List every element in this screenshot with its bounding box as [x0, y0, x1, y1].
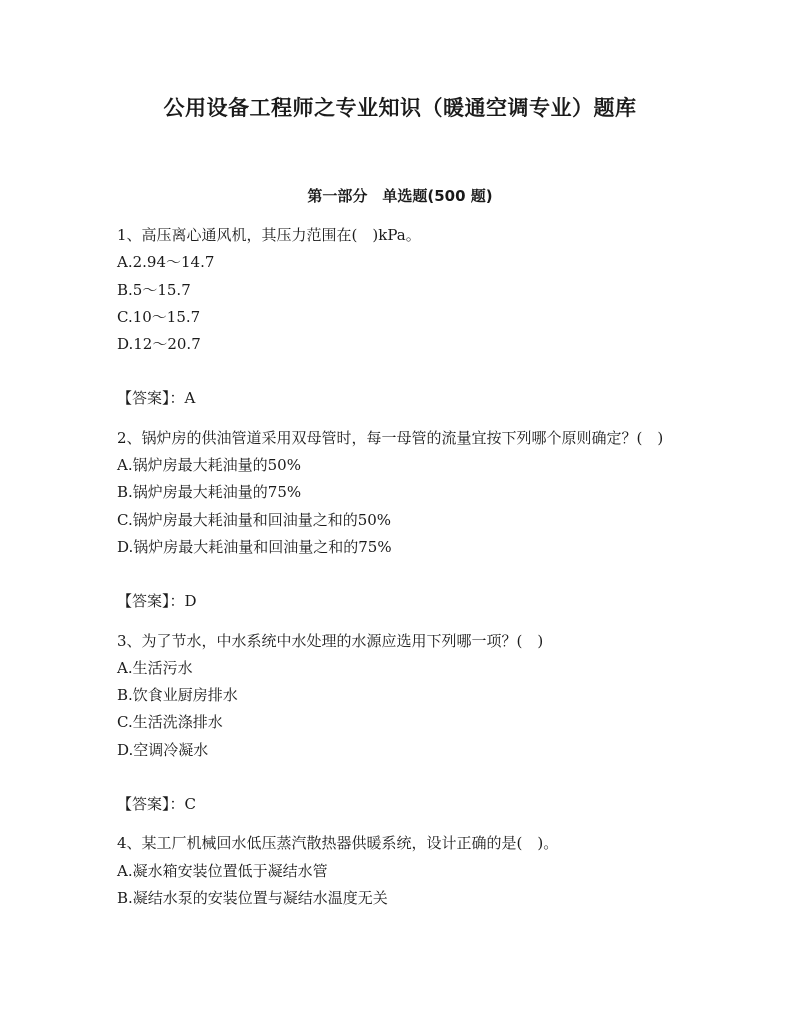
question-block: [117, 222, 677, 413]
option-c: C.生活洗涤排水: [117, 713, 223, 732]
option-a: A.锅炉房最大耗油量的50%: [117, 456, 301, 475]
option-d: D.锅炉房最大耗油量和回油量之和的75%: [117, 537, 392, 556]
question-list: [117, 222, 677, 912]
option-b: B.锅炉房最大耗油量的75%: [117, 483, 302, 502]
answer-line: 【答案】：D: [117, 592, 197, 611]
option-d: D.空调冷凝水: [117, 740, 209, 759]
question-stem: 2、锅炉房的供油管道采用双母管时，每一母管的流量宜按下列哪个原则确定？( ): [117, 428, 664, 447]
option-c: C.锅炉房最大耗油量和回油量之和的50%: [117, 510, 392, 529]
option-d: D.12～20.7: [117, 335, 201, 354]
question-stem: 1、高压离心通风机，其压力范围在( )kPa。: [117, 226, 421, 244]
question-block: [117, 628, 677, 819]
option-b: B.5～15.7: [117, 280, 191, 299]
option-b: B.凝结水泵的安装位置与凝结水温度无关: [117, 888, 388, 907]
option-a: A.2.94～14.7: [117, 253, 215, 272]
document-title: 公用设备工程师之专业知识（暖通空调专业）题库: [163, 96, 637, 120]
answer-line: 【答案】：A: [117, 389, 196, 408]
question-block: [117, 830, 677, 912]
option-a: A.凝水箱安装位置低于凝结水管: [117, 861, 328, 880]
question-stem: 4、某工厂机械回水低压蒸汽散热器供暖系统，设计正确的是( )。: [117, 834, 559, 853]
option-a: A.生活污水: [117, 658, 193, 677]
question-block: [117, 425, 677, 616]
section-title: 第一部分 单选题(500 题): [307, 187, 493, 205]
answer-line: 【答案】：C: [117, 795, 196, 814]
option-b: B.饮食业厨房排水: [117, 686, 238, 705]
question-stem: 3、为了节水，中水系统中水处理的水源应选用下列哪一项？( ): [117, 631, 544, 650]
option-c: C.10～15.7: [117, 307, 201, 326]
